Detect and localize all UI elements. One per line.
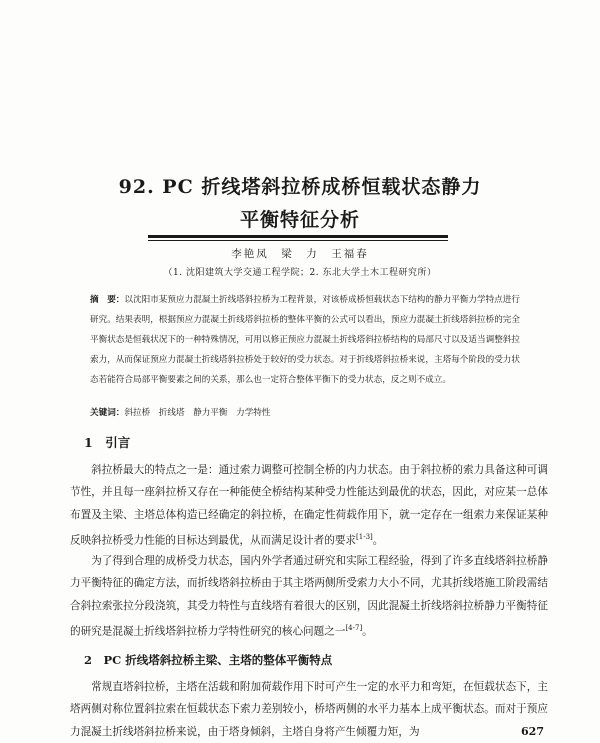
abstract-text: 以沈阳市某预应力混凝土折线塔斜拉桥为工程背景，对该桥成桥恒载状态下结构的静力平衡力学特点进行研究。结果表明，根据预应力混凝土折线塔斜拉桥的整体平衡的公式可以看出，预应力混凝土折线塔斜拉桥的完全平衡状态是恒载状况下的一种特殊情况，可用以修正预应力混凝土折线塔斜拉桥结构的局部尺寸以及适当调整斜拉索力，从而保证预应力混凝土折线塔斜拉桥处于较好的受力状态。对于折线塔斜拉桥来说，主塔每个阶段的受力状态若能符合局部平衡要素之间的关系，那么也一定符合整体平衡下的受力状态，反之则不成立。	[90, 295, 520, 385]
title-line-1: 92. PC 折线塔斜拉桥成桥恒载状态静力	[118, 176, 482, 198]
paragraph-text: 为了得到合理的成桥受力状态，国内外学者通过研究和实际工程经验，得到了许多直线塔斜拉桥静力平衡特征的确定方法，而折线塔斜拉桥由于其主塔两侧所受索力大小不同，尤其折线塔施工阶段需结合斜拉索张拉分段浇筑，其受力特性与直线塔有着很大的区别，因此混凝土折线塔斜拉桥静力平衡特征的研究是混凝土折线塔斜拉桥力学特性研究的核心问题之一	[70, 555, 548, 638]
section-1-paragraph-1	[70, 459, 548, 552]
authors: 李艳凤 梁 力 王福春	[231, 248, 369, 260]
section-1-heading: 1 引言	[84, 435, 131, 450]
keywords-text: 斜拉桥 折线塔 静力平衡 力学特性	[124, 408, 271, 418]
keywords	[90, 406, 520, 418]
citation: [4-7]	[345, 623, 363, 632]
section-1-paragraph-2	[70, 550, 548, 643]
paragraph-text: 斜拉桥最大的特点之一是：通过索力调整可控制全桥的内力状态。由于斜拉桥的索力具备这种可调节性，并且每一座斜拉桥又存在一种能使全桥结构某种受力性能达到最优的状态，因此，对应某一总体布置及主梁、主塔总体构造已经确定的斜拉桥，在确定性荷载作用下，就一定存在一组索力来保证某种反映斜拉桥受力性能的目标达到最优，从而满足设计者的要求	[70, 464, 548, 547]
keywords-label: 关键词：	[90, 408, 125, 418]
abstract-label: 摘 要：	[90, 295, 125, 305]
paragraph-end: 。	[372, 534, 384, 547]
citation: [1-3]	[356, 532, 373, 541]
title-rule-thin	[148, 240, 448, 241]
section-2-paragraph-1: 常规直塔斜拉桥，主塔在活载和附加荷载作用下时可产生一定的水平力和弯矩，在恒载状态下，主塔两侧对称位置斜拉索在恒载状态下索力差别较小，桥塔两侧的水平力基本上成平衡状态。而对于预应力混凝土折线塔斜拉桥来说，由于塔身倾斜，主塔自身将产生倾覆力矩，为	[70, 681, 548, 738]
affiliation: （1. 沈阳建筑大学交通工程学院；2. 东北大学土木工程研究所）	[163, 268, 437, 278]
page-number: 627	[521, 725, 544, 738]
paragraph-end: 。	[362, 625, 373, 638]
section-2-heading: 2 PC 折线塔斜拉桥主梁、主塔的整体平衡特点	[84, 653, 333, 667]
title-rule-thick	[148, 235, 448, 238]
title-line-2: 平衡特征分析	[239, 209, 360, 231]
abstract	[90, 290, 520, 390]
